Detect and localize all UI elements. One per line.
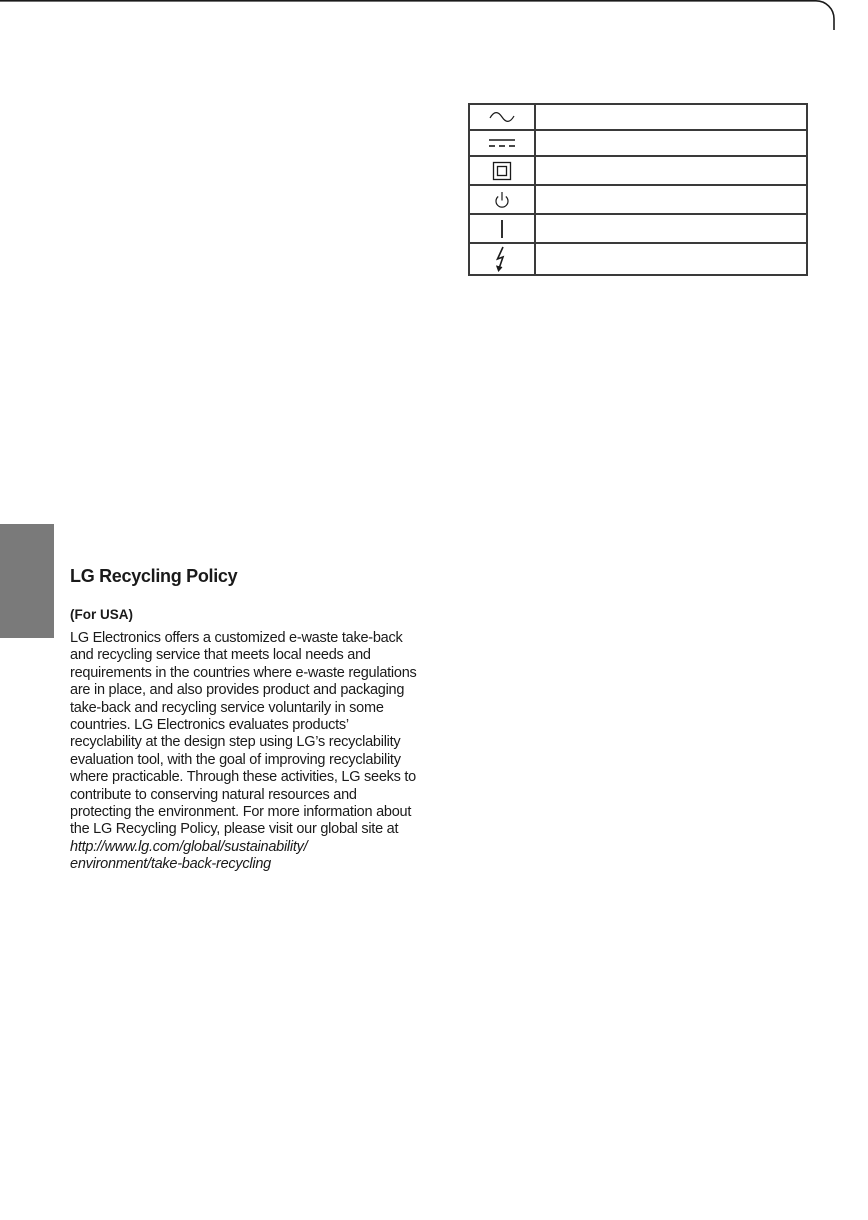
symbol-description [535,130,807,156]
symbol-description [535,243,807,275]
class-ii-equipment-icon [492,161,512,181]
symbol-row [469,243,807,275]
symbol-description [535,156,807,185]
symbol-cell [469,130,535,156]
symbol-cell [469,156,535,185]
symbol-cell [469,104,535,130]
dc-current-icon [487,136,517,150]
power-on-icon [497,218,507,240]
section-title: LG Recycling Policy [70,566,238,586]
recycling-policy-section [70,566,420,874]
side-language-tab [0,524,54,638]
recycling-url-line2[interactable]: environment/take-back-recycling [70,856,271,873]
symbol-row [469,214,807,243]
symbol-row [469,130,807,156]
symbol-description [535,185,807,214]
section-subtitle: (For USA) [70,607,133,622]
symbol-description [535,214,807,243]
standby-icon [492,190,512,210]
symbol-row [469,185,807,214]
symbols-table [468,103,808,276]
symbol-cell [469,243,535,275]
hazardous-voltage-icon [494,246,510,272]
symbol-row [469,156,807,185]
page-corner-rule [0,0,836,30]
recycling-policy-body [70,630,420,874]
recycling-url-line1[interactable]: http://www.lg.com/global/sustainability/ [70,838,308,855]
symbol-description [535,104,807,130]
body-text: LG Electronics offers a customized e-waste take-back and recycling service that meets local needs and requirements in the countries where e-waste regulations are in place, and also provides product and packaging take-back and recycling service voluntarily in some countries. LG Electronics evaluates products’ recyclability at the design step using LG’s recyclability evaluation tool, with the goal of improving recyclability where practicable. Through these activities, LG seeks to contribute to conserving natural resources and protecting the environment. For more information about the LG Recycling Policy, please visit our global site at [70,630,417,838]
ac-current-icon [488,110,516,124]
symbol-row [469,104,807,130]
symbol-cell [469,185,535,214]
symbol-cell [469,214,535,243]
